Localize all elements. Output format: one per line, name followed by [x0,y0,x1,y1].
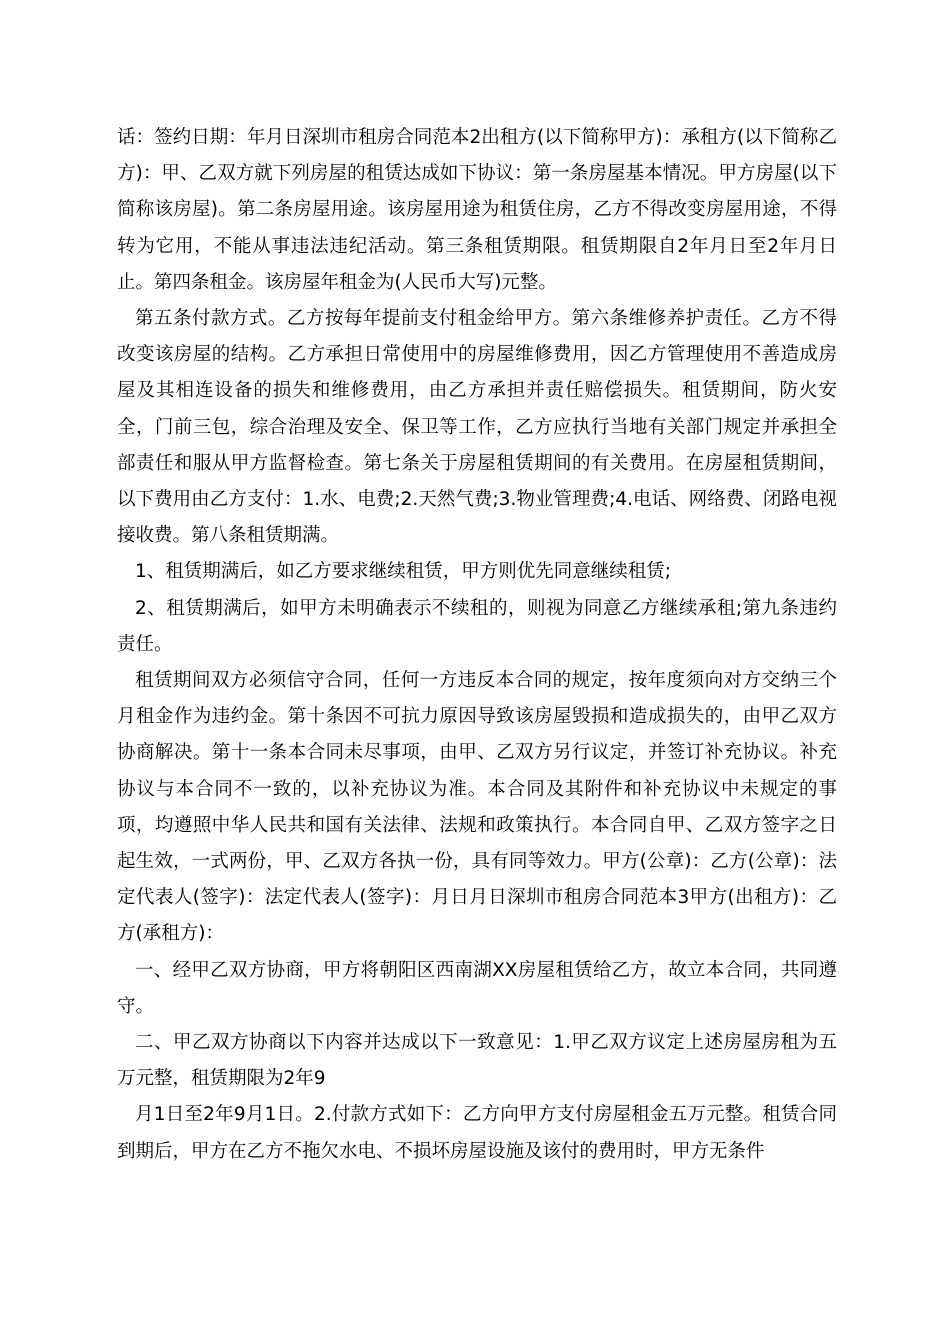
paragraph-6: 一、经甲乙双方协商，甲方将朝阳区西南湖XX房屋租赁给乙方，故立本合同，共同遵守。 [117,959,837,1017]
document-body [117,120,837,1170]
paragraph-8: 月1日至2年9月1日。2.付款方式如下：乙方向甲方支付房屋租金五万元整。租赁合同到期后，甲方在乙方不拖欠水电、不损坏房屋设施及该付的费用时，甲方无条件 [117,1104,837,1162]
paragraph-1: 话：签约日期：年月日深圳市租房合同范本2出租方(以下简称甲方)：承租方(以下简称乙方)：甲、乙双方就下列房屋的租赁达成如下协议：第一条房屋基本情况。甲方房屋(以下简称该房屋)。第二条房屋用途。该房屋用途为租赁住房，乙方不得改变房屋用途，不得转为它用，不能从事违法违纪活动。第三条租赁期限。租赁期限自2年月日至2年月日止。第四条租金。该房屋年租金为(人民币大写)元整。 [117,127,837,293]
paragraph-3: 1、租赁期满后，如乙方要求继续租赁，甲方则优先同意继续租赁; [135,561,672,583]
paragraph-2: 第五条付款方式。乙方按每年提前支付租金给甲方。第六条维修养护责任。乙方不得改变该房屋的结构。乙方承担日常使用中的房屋维修费用，因乙方管理使用不善造成房屋及其相连设备的损失和维修费用，由乙方承担并责任赔偿损失。租赁期间，防火安全，门前三包，综合治理及安全、保卫等工作，乙方应执行当地有关部门规定并承担全部责任和服从甲方监督检查。第七条关于房屋租赁期间的有关费用。在房屋租赁期间，以下费用由乙方支付：1.水、电费;2.天然气费;3.物业管理费;4.电话、网络费、闭路电视接收费。第八条租赁期满。 [117,308,837,547]
paragraph-7: 二、甲乙双方协商以下内容并达成以下一致意见：1.甲乙双方议定上述房屋房租为五万元整，租赁期限为2年9 [117,1032,837,1090]
paragraph-4: 2、租赁期满后，如甲方未明确表示不续租的，则视为同意乙方继续承租;第九条违约责任。 [117,597,837,655]
paragraph-5: 租赁期间双方必须信守合同，任何一方违反本合同的规定，按年度须向对方交纳三个月租金作为违约金。第十条因不可抗力原因导致该房屋毁损和造成损失的，由甲乙双方协商解决。第十一条本合同未尽事项，由甲、乙双方另行议定，并签订补充协议。补充协议与本合同不一致的，以补充协议为准。本合同及其附件和补充协议中未规定的事项，均遵照中华人民共和国有关法律、法规和政策执行。本合同自甲、乙双方签字之日起生效，一式两份，甲、乙双方各执一份，具有同等效力。甲方(公章)：乙方(公章)：法定代表人(签字)：法定代表人(签字)：月日月日深圳市租房合同范本3甲方(出租方)：乙方(承租方)： [117,670,837,945]
